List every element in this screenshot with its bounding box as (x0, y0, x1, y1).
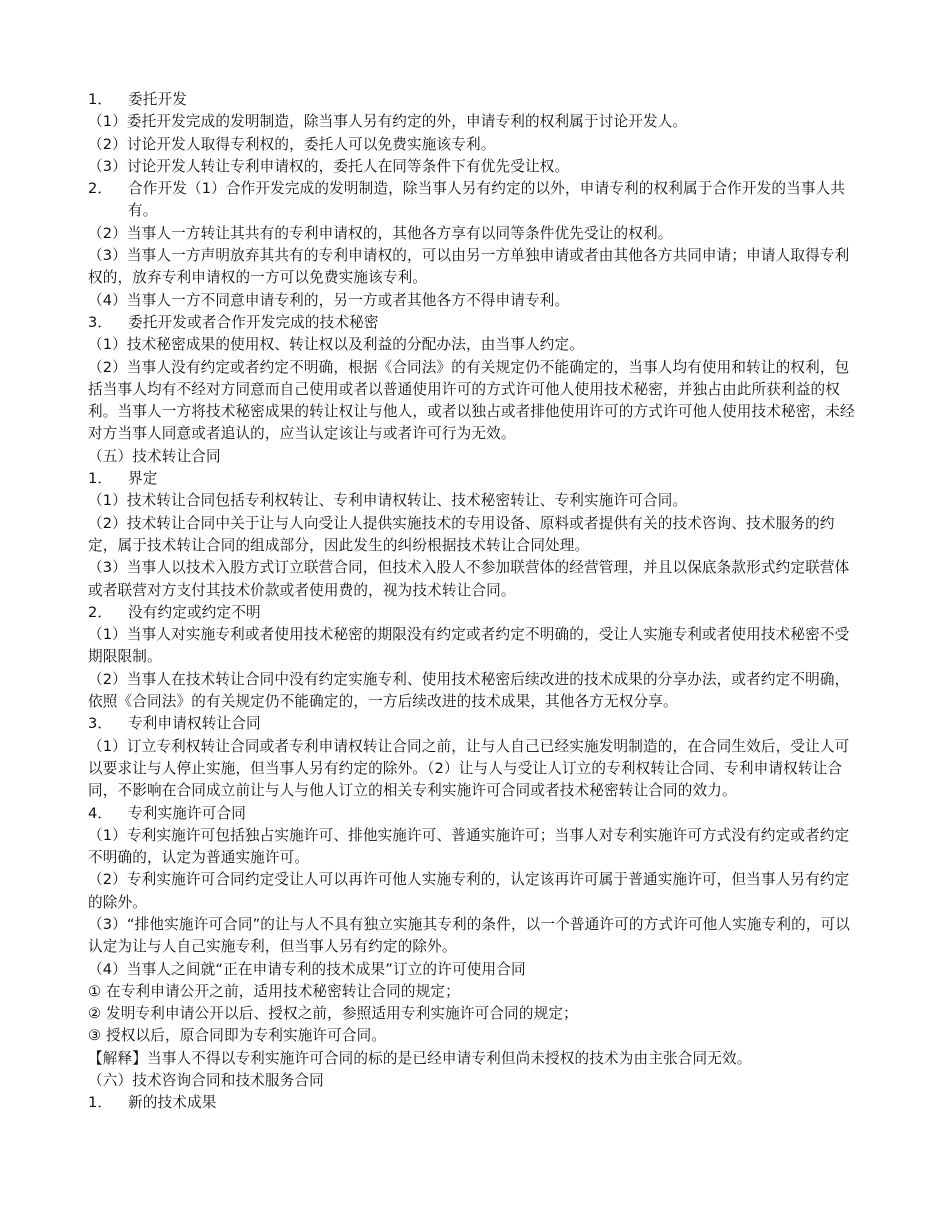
paragraph: （3）“排他实施许可合同”的让与人不具有独立实施其专利的条件，以一个普通许可的方式许可他人实施专利的，可以认定为让与人自己实施专利，但当事人另有约定的除外。 (88, 915, 851, 956)
paragraph: （2）当事人在技术转让合同中没有约定实施专利、使用技术秘密后续改进的技术成果的分享办法，或者约定不明确，依照《合同法》的有关规定仍不能确定的，一方后续改进的技术成果，其他各方无权分享。 (88, 670, 850, 711)
paragraph: （4）当事人之间就“正在申请专利的技术成果”订立的许可使用合同 (88, 960, 526, 978)
paragraph: （3）讨论开发人转让专利申请权的，委托人在同等条件下有优先受让权。 (88, 157, 570, 175)
section-number: 2． (88, 603, 113, 621)
section-title: 界定 (128, 470, 158, 488)
paragraph: （2）当事人一方转让其共有的专利申请权的，其他各方享有以同等条件优先受让的权利。 (88, 224, 673, 242)
section-title: 委托开发 (128, 91, 187, 108)
paragraph: （2）讨论开发人取得专利权的，委托人可以免费实施该专利。 (88, 135, 496, 153)
list-item: ③ 授权以后，原合同即为专利实施许可合同。 (88, 1027, 387, 1045)
paragraph: （1）专利实施许可包括独占实施许可、排他实施许可、普通实施许可；当事人对专利实施许可方式没有约定或者约定不明确的，认定为普通实施许可。 (88, 826, 850, 867)
section-number: 3． (88, 313, 113, 331)
section-title: 新的技术成果 (128, 1094, 217, 1112)
section-title: 没有约定或约定不明 (128, 603, 261, 621)
section-heading (88, 178, 860, 223)
section-heading (88, 803, 860, 825)
part-heading: （五）技术转让合同 (88, 447, 221, 465)
paragraph: （2）技术转让合同中关于让与人向受让人提供实施技术的专用设备、原料或者提供有关的技术咨询、技术服务的约定，属于技术转让合同的组成部分，因此发生的纠纷根据技术转让合同处理。 (88, 514, 835, 554)
paragraph: （4）当事人一方不同意申请专利的，另一方或者其他各方不得申请专利。 (88, 291, 570, 309)
section-heading (88, 602, 860, 624)
paragraph: （3）当事人以技术入股方式订立联营合同，但技术入股人不参加联营体的经营管理，并且以保底条款形式约定联营体或者联营对方支付其技术价款或者使用费的，视为技术转让合同。 (88, 559, 850, 599)
paragraph: （1）当事人对实施专利或者使用技术秘密的期限没有约定或者约定不明确的，受让人实施专利或者使用技术秘密不受期限限制。 (88, 626, 850, 666)
paragraph: （1）技术秘密成果的使用权、转让权以及利益的分配办法，由当事人约定。 (88, 336, 584, 354)
section-heading (88, 89, 860, 111)
section-number: 3． (88, 715, 113, 733)
paragraph: （3）当事人一方声明放弃其共有的专利申请权的，可以由另一方单独申请或者由其他各方共同申请；申请人取得专利权的，放弃专利申请权的一方可以免费实施该专利。 (88, 247, 850, 287)
section-number: 4． (88, 804, 113, 822)
section-heading (88, 1092, 860, 1114)
section-heading (88, 468, 860, 490)
section-number: 1． (88, 1094, 113, 1112)
document-page (88, 89, 860, 1115)
paragraph: （1）技术转让合同包括专利权转让、专利申请权转让、技术秘密转让、专利实施许可合同。 (88, 492, 688, 510)
list-item: ② 发明专利申请公开以后、授权之前，参照适用专利实施许可合同的规定； (88, 1005, 578, 1023)
section-number: 1． (88, 91, 113, 108)
section-number: 2． (88, 180, 113, 198)
paragraph: （2）专利实施许可合同约定受让人可以再许可他人实施专利的，认定该再许可属于普通实施许可，但当事人另有约定的除外。 (88, 871, 850, 911)
section-title: 专利实施许可合同 (128, 804, 246, 822)
paragraph: （1）订立专利权转让合同或者专利申请权转让合同之前，让与人自己已经实施发明制造的，在合同生效后，受让人可以要求让与人停止实施，但当事人另有约定的除外。（2）让与人与受让人订立的专利权转让合同、专利申请权转让合同，不影响在合同成立前让与人与他人订立的相关专利实施许可合同或者技术秘密转让合同的效力。 (88, 737, 850, 800)
section-heading (88, 713, 860, 735)
explanation-note: 【解释】当事人不得以专利实施许可合同的标的是已经申请专利但尚未授权的技术为由主张合同无效。 (88, 1049, 752, 1067)
section-title: 合作开发（1）合作开发完成的发明制造，除当事人另有约定的以外，申请专利的权利属于合作开发的当事人共有。 (128, 180, 846, 220)
paragraph: （1）委托开发完成的发明制造，除当事人另有约定的外，申请专利的权利属于讨论开发人。 (88, 113, 688, 131)
section-heading (88, 312, 860, 334)
list-item: ① 在专利申请公开之前，适用技术秘密转让合同的规定； (88, 982, 460, 1000)
paragraph: （2）当事人没有约定或者约定不明确，根据《合同法》的有关规定仍不能确定的，当事人均有使用和转让的权利，包括当事人均有不经对方同意而自己使用或者以普通使用许可的方式许可他人使用技术秘密，并独占由此所获利益的权利。当事人一方将技术秘密成果的转让权让与他人，或者以独占或者排他使用许可的方式许可他人使用技术秘密，未经对方当事人同意或者追认的，应当认定该让与或者许可行为无效。 (88, 358, 855, 443)
part-heading: （六）技术咨询合同和技术服务合同 (88, 1072, 324, 1090)
section-title: 专利申请权转让合同 (128, 715, 261, 733)
section-number: 1． (88, 470, 113, 488)
section-title: 委托开发或者合作开发完成的技术秘密 (128, 313, 379, 331)
